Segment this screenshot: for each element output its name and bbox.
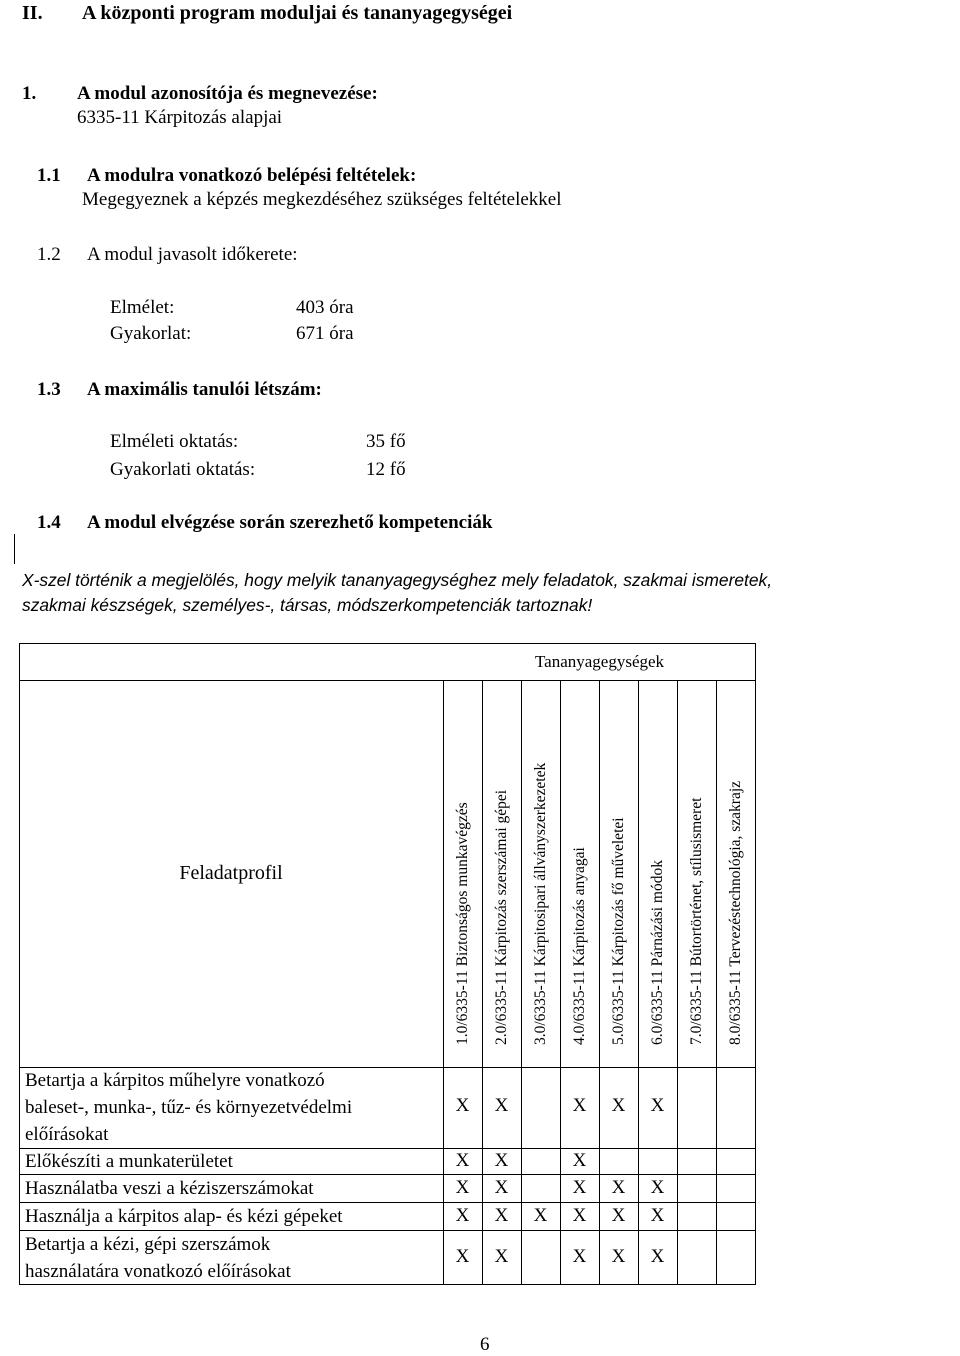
mark: X [650,1246,665,1267]
s13-heading: A maximális tanulói létszám: [87,379,322,400]
mark: X [455,1095,470,1116]
mark: X [494,1205,509,1226]
section-number: II. [22,2,43,24]
practice-edu-label: Gyakorlati oktatás: [110,459,256,480]
mark: X [611,1205,626,1226]
mark: X [650,1095,665,1116]
instruction-line-1: X-szel történik a megjelölés, hogy melyik tananyagegységhez mely feladatok, szakmai ismeretek, [22,570,773,590]
profile-header: Feladatprofil [179,862,283,884]
mark: X [455,1177,470,1198]
column-header-2: 2.0/6335-11 Kárpitozás szerszámai gépei [492,789,510,1045]
mark: X [650,1205,665,1226]
s11-text: Megegyeznek a képzés megkezdéséhez szükséges feltételekkel [82,189,562,210]
module-number: 1. [22,83,37,104]
module-name: 6335-11 Kárpitozás alapjai [77,107,283,128]
table-row-3-label: Használatba veszi a kéziszerszámokat [25,1178,314,1199]
mark: X [611,1246,626,1267]
s11-number: 1.1 [37,165,61,186]
table-row-4-label: Használja a kárpitos alap- és kézi gépeket [25,1206,343,1227]
section-title: A központi program moduljai és tananyagegységei [82,2,513,24]
column-header-3: 3.0/6335-11 Kárpitosipari állványszerkezetek [531,762,549,1045]
mark: X [455,1150,470,1171]
column-header-8: 8.0/6335-11 Tervezéstechnológia, szakrajz [726,780,744,1045]
practice-edu-value: 12 fő [366,459,406,480]
mark: X [572,1246,587,1267]
mark: X [455,1205,470,1226]
mark: X [572,1095,587,1116]
theory-edu-value: 35 fő [366,431,406,452]
column-header-4: 4.0/6335-11 Kárpitozás anyagai [570,847,588,1045]
units-header: Tananyagegységek [534,651,665,671]
mark: X [494,1150,509,1171]
revision-bar [14,534,15,564]
instruction-line-2: szakmai készségek, személyes-, társas, módszerkompetenciák tartoznak! [22,595,593,615]
table-row-5-label: Betartja a kézi, gépi szerszámok használatára vonatkozó előírásokat [25,1234,291,1282]
table-row-2-label: Előkészíti a munkaterületet [25,1151,233,1172]
mark: X [572,1177,587,1198]
s12-heading: A modul javasolt időkerete: [87,244,298,265]
column-header-7: 7.0/6335-11 Bútortörténet, stílusismeret [687,797,705,1045]
mark: X [533,1205,548,1226]
mark: X [650,1177,665,1198]
theory-label: Elmélet: [110,297,175,318]
practice-hours: 671 óra [296,323,354,344]
mark: X [611,1095,626,1116]
column-header-6: 6.0/6335-11 Párnázási módok [648,860,666,1045]
s14-heading: A modul elvégzése során szerezhető kompetenciák [87,512,493,533]
theory-edu-label: Elméleti oktatás: [110,431,239,452]
mark: X [572,1205,587,1226]
column-header-5: 5.0/6335-11 Kárpitozás fő műveletei [609,817,627,1045]
theory-hours: 403 óra [296,297,354,318]
s11-heading: A modulra vonatkozó belépési feltételek: [87,165,417,186]
competency-table [19,643,756,1285]
s13-number: 1.3 [37,379,61,400]
practice-label: Gyakorlat: [110,323,192,344]
table-row-1-label: Betartja a kárpitos műhelyre vonatkozó baleset-, munka-, tűz- és környezetvédelmi előírásokat [25,1070,353,1145]
mark: X [611,1177,626,1198]
s12-number: 1.2 [37,244,61,265]
mark: X [494,1095,509,1116]
mark: X [494,1246,509,1267]
column-header-1: 1.0/6335-11 Biztonságos munkavégzés [453,802,471,1045]
mark: X [572,1150,587,1171]
mark: X [455,1246,470,1267]
mark: X [494,1177,509,1198]
page-number: 6 [480,1334,490,1355]
module-heading: A modul azonosítója és megnevezése: [77,83,378,104]
s14-number: 1.4 [37,512,61,533]
